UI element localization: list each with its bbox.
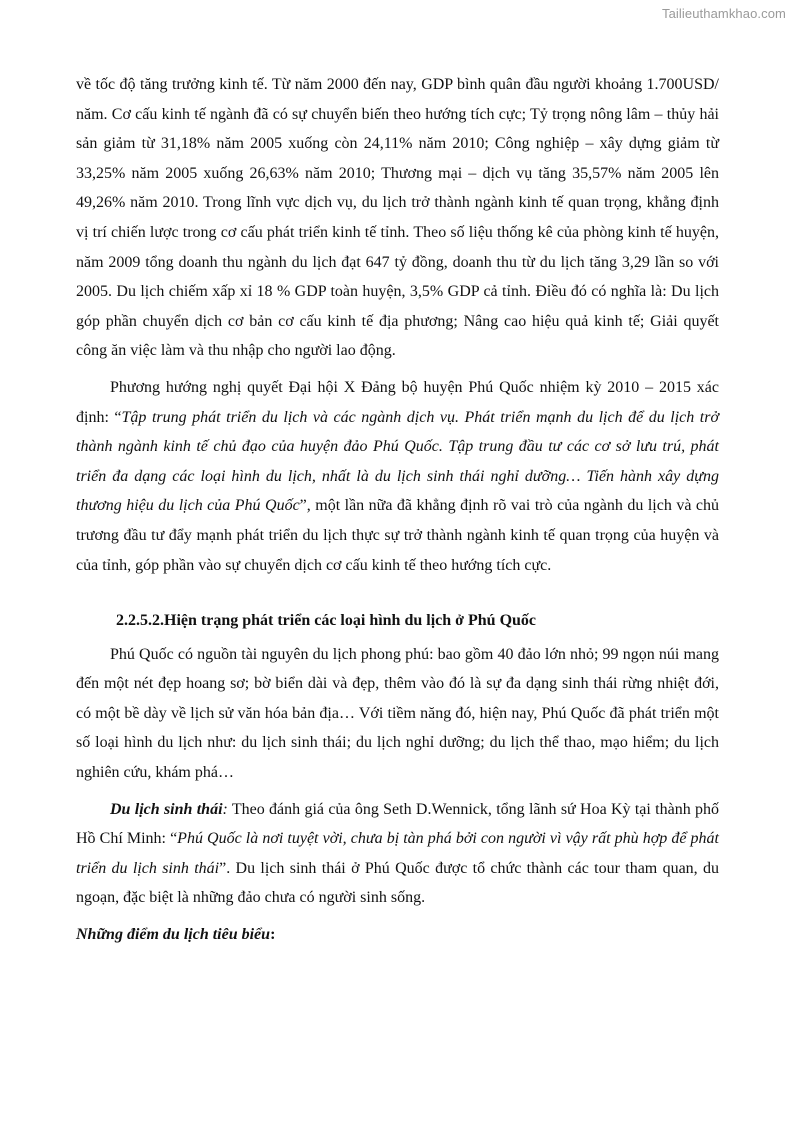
ecotourism-tail: ”. Du lịch sinh thái ở Phú Quốc được tổ chức thành các tour tham quan, du ngoạn, đặc biệt là những đảo chưa có người sinh sống. bbox=[76, 859, 719, 907]
ecotourism-lead: Theo đánh giá của ông Seth D.Wennick, tổng lãnh sứ Hoa Kỳ tại thành phố Hồ Chí Minh: “ bbox=[76, 800, 720, 848]
paragraph-resolution bbox=[76, 373, 719, 580]
ecotourism-label: Du lịch sinh thái bbox=[110, 800, 223, 818]
subheading-highlights bbox=[76, 920, 719, 950]
resolution-quote: Tập trung phát triển du lịch và các ngành dịch vụ. Phát triển mạnh du lịch để du lịch trở thành ngành kinh tế chủ đạo của huyện đảo Phú Quốc. Tập trung đầu tư các cơ sở lưu trú, phát triển đa dạng các loại hình du lịch, nhất là du lịch sinh thái nghỉ dưỡng… Tiến hành xây dựng thương hiệu du lịch của Phú Quốc bbox=[76, 408, 720, 515]
paragraph-resources: Phú Quốc có nguồn tài nguyên du lịch phong phú: bao gồm 40 đảo lớn nhỏ; 99 ngọn núi mang đến một nét đẹp hoang sơ; bờ biển dài và đẹp, thêm vào đó là sự đa dạng sinh thái rừng nhiệt đới, có một bề dày về lịch sử văn hóa bản địa… Với tiềm năng đó, hiện nay, Phú Quốc đã phát triển một số loại hình du lịch như: du lịch sinh thái; du lịch nghỉ dưỡng; du lịch thể thao, mạo hiểm; du lịch nghiên cứu, khám phá… bbox=[76, 645, 719, 782]
resolution-tail: ”, một lần nữa đã khẳng định rõ vai trò của ngành du lịch và chủ trương đầu tư đẩy mạnh phát triển du lịch thực sự trở thành ngành kinh tế quan trọng của huyện và của tỉnh, góp phần vào sự chuyển dịch cơ cấu kinh tế theo hướng tích cực. bbox=[76, 497, 720, 574]
paragraph-ecotourism bbox=[76, 795, 719, 913]
resolution-lead: Phương hướng nghị quyết Đại hội X Đảng bộ huyện Phú Quốc nhiệm kỳ 2010 – 2015 xác định: “ bbox=[76, 378, 719, 426]
subheading-colon: : bbox=[270, 926, 276, 944]
ecotourism-quote: Phú Quốc là nơi tuyệt vời, chưa bị tàn phá bởi con người vì vậy rất phù hợp để phát triển du lịch sinh thái bbox=[76, 830, 720, 877]
paragraph-economy: về tốc độ tăng trưởng kinh tế. Từ năm 2000 đến nay, GDP bình quân đầu người khoảng 1.700USD/ năm. Cơ cấu kinh tế ngành đã có sự chuyển biến theo hướng tích cực; Tỷ trọng nông lâm – thủy hải sản giảm từ 31,18% năm 2005 xuống còn 24,11% năm 2010; Công nghiệp – xây dựng giảm từ 33,25% năm 2005 xuống 26,63% năm 2010; Thương mại – dịch vụ tăng 35,57% năm 2005 lên 49,26% năm 2010. Trong lĩnh vực dịch vụ, du lịch trở thành ngành kinh tế quan trọng, khẳng định vị trí chiến lược trong cơ cấu phát triển kinh tế tỉnh. Theo số liệu thống kê của phòng kinh tế huyện, năm 2009 tổng doanh thu ngành du lịch đạt 647 tỷ đồng, doanh thu từ du lịch tăng 3,29 lần so với 2005. Du lịch chiếm xấp xỉ 18 % GDP toàn huyện, 3,5% GDP cả tỉnh. Điều đó có nghĩa là: Du lịch góp phần chuyển dịch cơ bản cơ cấu kinh tế địa phương; Nâng cao hiệu quả kinh tế; Giải quyết công ăn việc làm và thu nhập cho người lao động. bbox=[76, 76, 719, 360]
document-body bbox=[76, 70, 719, 950]
ecotourism-colon: : bbox=[222, 800, 228, 818]
watermark-text: Tailieuthamkhao.com bbox=[661, 6, 786, 21]
section-heading: 2.2.5.2.Hiện trạng phát triển các loại hình du lịch ở Phú Quốc bbox=[116, 612, 537, 630]
subheading-text: Những điểm du lịch tiêu biểu bbox=[76, 926, 271, 944]
